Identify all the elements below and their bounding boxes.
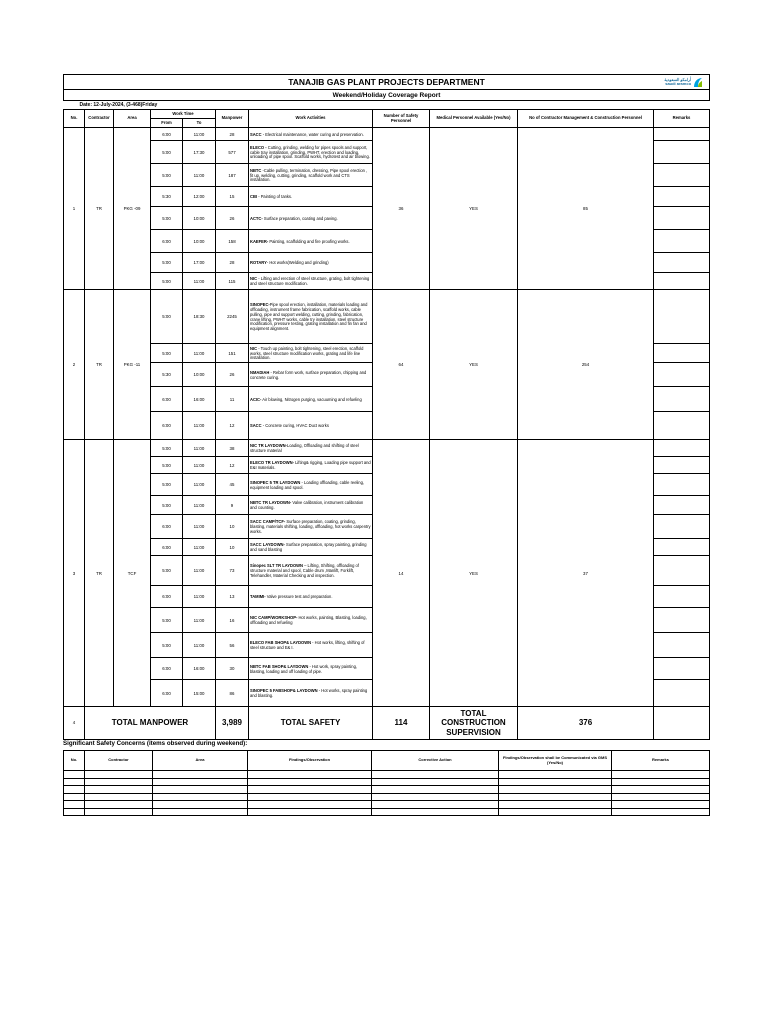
activity-description: - Hot works, spray painting and blasting. (250, 688, 368, 698)
contractor-name: NBTC FAB SHOP& LAYDOWN (250, 663, 309, 669)
activity-description: - Hot works(Welding and grinding) (266, 260, 329, 265)
time-to: 11:00 (183, 608, 216, 633)
col-no: No. (64, 110, 85, 128)
time-from: 6:00 (151, 586, 183, 608)
col-manpower: Manpower (216, 110, 249, 128)
work-activity (249, 363, 373, 387)
work-activity (249, 141, 373, 164)
manpower-value: 12 (216, 457, 249, 474)
col-area: Area (114, 110, 151, 128)
time-to: 17:30 (183, 141, 216, 164)
contractor-name: SINOPEC- (250, 301, 270, 307)
concern-col-area: Area (153, 751, 248, 771)
time-from: 6:00 (151, 128, 183, 141)
contractor-name: NIC CAMP/WORKSHOP- (250, 615, 298, 621)
manpower-value: 38 (216, 440, 249, 457)
concern-col-remarks: Remarks (612, 751, 710, 771)
contractor-name: ELECO - (250, 144, 267, 150)
work-activity (249, 412, 373, 440)
concern-cell (612, 793, 710, 801)
contractor-name: ACIC- (250, 396, 262, 402)
activity-row (64, 290, 710, 344)
group-contractor: TR (85, 128, 114, 290)
safety-concerns-table (63, 750, 710, 816)
time-from: 6:00 (151, 230, 183, 253)
concern-cell (64, 771, 85, 779)
contractor-name: Sinopec SLT TR LAYDOWN (250, 563, 303, 569)
concern-cell (85, 808, 153, 816)
activity-row (64, 440, 710, 457)
activity-description: Air blowing, Nitrogen purging, vacuuming and refueling (261, 396, 362, 402)
concern-cell (612, 801, 710, 809)
col-work-time: Work Time (151, 110, 216, 119)
concern-cell (153, 778, 248, 786)
work-activity (249, 586, 373, 608)
concerns-body (64, 771, 710, 816)
concern-cell (248, 808, 372, 816)
col-medical-personnel: Medical Personnel Available (Yes/No) (430, 110, 518, 128)
row-remarks (654, 290, 710, 344)
time-to: 16:00 (183, 658, 216, 680)
concern-col-findings: Findings/Observation (248, 751, 372, 771)
contractor-name: NBTC (250, 167, 262, 173)
concern-cell (372, 778, 499, 786)
report-title: TANAJIB GAS PLANT PROJECTS DEPARTMENT (288, 77, 485, 87)
concern-cell (153, 771, 248, 779)
total-manpower-value: 3,989 (216, 707, 249, 740)
row-remarks (654, 387, 710, 412)
work-activity (249, 230, 373, 253)
activity-description: - Lifting and erection of steel structure, grating, bolt tightening and steel structure modification. (250, 276, 370, 286)
row-remarks (654, 128, 710, 141)
row-remarks (654, 556, 710, 586)
concern-row (64, 786, 710, 794)
concern-cell (499, 778, 612, 786)
concern-cell (153, 786, 248, 794)
time-from: 5:30 (151, 363, 183, 387)
time-from: 5:00 (151, 164, 183, 187)
time-from: 6:00 (151, 658, 183, 680)
contractor-name: ELECO FAB SHOP& LAYDOWN (250, 640, 312, 646)
time-to: 11:00 (183, 496, 216, 515)
time-from: 6:00 (151, 412, 183, 440)
time-from: 5:00 (151, 474, 183, 496)
concern-cell (372, 801, 499, 809)
activity-description: Surface preparation, coating and paving. (262, 215, 338, 221)
row-remarks (654, 141, 710, 164)
manpower-value: 12 (216, 412, 249, 440)
manpower-value: 2245 (216, 290, 249, 344)
total-manpower-label: TOTAL MANPOWER (85, 707, 216, 740)
time-to: 15:00 (183, 680, 216, 707)
manpower-value: 11 (216, 387, 249, 412)
activity-description: – Lifting, Shifting, offloading of structure material and spool, Cable drum ,Manlift, Forklift, Telehandler, Material Checking and inspection. (250, 563, 359, 578)
report-title-cell (64, 75, 710, 90)
row-remarks (654, 412, 710, 440)
work-activity (249, 633, 373, 658)
col-management-personnel: No of Contractor Management & Construction Personnel (518, 110, 654, 128)
group-area: TCF (114, 440, 151, 707)
row-remarks (654, 363, 710, 387)
time-to: 11:00 (183, 633, 216, 658)
contractor-name: SINOPEC 5 FABSHOP& LAYDOWN (250, 688, 318, 694)
col-contractor: Contractor (85, 110, 114, 128)
contractor-name: KAEFER- (250, 238, 269, 244)
contractor-name: NIC (250, 345, 258, 351)
concern-cell (153, 793, 248, 801)
manpower-value: 26 (216, 363, 249, 387)
time-to: 11:00 (183, 412, 216, 440)
manpower-value: 187 (216, 164, 249, 187)
row-remarks (654, 539, 710, 556)
group-contractor: TR (85, 290, 114, 440)
time-to: 11:00 (183, 474, 216, 496)
time-to: 12:00 (183, 187, 216, 207)
totals-no: 4 (64, 707, 85, 740)
concern-cell (85, 793, 153, 801)
activity-description: - Hot work, spray painting, blasting, loading and off loading of pipe. (250, 663, 358, 674)
time-to: 17:00 (183, 253, 216, 273)
activity-description: Lifting& rigging, Loading pipe support and E&I materials. (250, 460, 371, 470)
work-activity (249, 539, 373, 556)
concern-col-no: No. (64, 751, 85, 771)
activity-description: - Touch up painting, bolt tightening, steel erection, scaffold works, steel structure modification works, grating and life line installation. (250, 345, 364, 361)
group-medical: YES (430, 290, 518, 440)
contractor-name: TAMIMI- (250, 594, 266, 599)
total-supervision-label: TOTAL CONSTRUCTION SUPERVISION (430, 707, 518, 740)
concern-cell (64, 778, 85, 786)
time-from: 5:00 (151, 496, 183, 515)
time-from: 5:00 (151, 141, 183, 164)
time-from: 5:00 (151, 633, 183, 658)
concern-cell (612, 771, 710, 779)
group-management: 37 (518, 440, 654, 707)
time-to: 10:00 (183, 363, 216, 387)
time-to: 10:00 (183, 207, 216, 230)
contractor-name: SINOPEC 5 TR LAYDOWN (250, 479, 301, 485)
manpower-value: 158 (216, 230, 249, 253)
row-remarks (654, 187, 710, 207)
concern-cell (64, 801, 85, 809)
activity-description: Valve pressure test and preparation. (265, 594, 333, 599)
activity-description: Surface preparation, coating, grinding, blasting, materials shifting, loading, offloading, hot works carpentry works. (250, 519, 371, 534)
work-activity (249, 344, 373, 363)
time-to: 11:00 (183, 457, 216, 474)
activity-description: Loading, Offloading and shifting of steel structure material (250, 443, 359, 453)
concern-cell (499, 793, 612, 801)
row-remarks (654, 440, 710, 457)
time-from: 6:00 (151, 539, 183, 556)
manpower-value: 577 (216, 141, 249, 164)
concern-cell (612, 808, 710, 816)
time-to: 11:00 (183, 273, 216, 290)
manpower-value: 115 (216, 273, 249, 290)
contractor-name: NIC TR LAYDOWN- (250, 443, 287, 449)
manpower-value: 26 (216, 207, 249, 230)
manpower-value: 28 (216, 128, 249, 141)
concern-cell (248, 793, 372, 801)
activity-description: - Loading offloading, cable reeling, equipment loading and spool. (250, 479, 364, 490)
time-from: 5:30 (151, 187, 183, 207)
concern-cell (85, 801, 153, 809)
group-area: PKG -11 (114, 290, 151, 440)
concern-row (64, 801, 710, 809)
concern-cell (248, 786, 372, 794)
activity-description: Cutting, grinding, welding for pipes spools and support, cable tray installation, grinding, PWHT, erection and loading, unloading of pipe spool. Scaffold works, hydrotest and air blowing. (250, 144, 370, 160)
contractor-name: ACTC- (250, 215, 263, 221)
concern-cell (85, 778, 153, 786)
work-activity (249, 680, 373, 707)
activity-description: - Painting of tanks. (257, 194, 293, 199)
contractor-name: ELECO TR LAYDOWN- (250, 460, 294, 466)
concern-cell (85, 771, 153, 779)
time-to: 11:00 (183, 128, 216, 141)
totals-remarks (654, 707, 710, 740)
group-safety: 36 (373, 128, 430, 290)
concern-cell (248, 801, 372, 809)
work-activity (249, 187, 373, 207)
concern-cell (499, 771, 612, 779)
contractor-name: NIC (250, 276, 258, 282)
col-to: To (183, 119, 216, 128)
group-no: 2 (64, 290, 85, 440)
row-remarks (654, 207, 710, 230)
time-to: 16:00 (183, 387, 216, 412)
total-safety-label: TOTAL SAFETY (249, 707, 373, 740)
group-medical: YES (430, 128, 518, 290)
work-activity (249, 273, 373, 290)
manpower-value: 16 (216, 608, 249, 633)
concern-cell (64, 786, 85, 794)
time-from: 5:00 (151, 457, 183, 474)
report-date: Date: 12-July-2024, (3-468)Friday (79, 102, 158, 108)
work-activity (249, 658, 373, 680)
time-to: 10:00 (183, 230, 216, 253)
activity-description: Pipe spool erection, installation, materials loading and offloading, instrument frame fabrication, scaffold works, cable pulling, pipe and support welding, cutting, grinding, fabrication, crane lifting, PWHT works, cable try installation, steel structure modification, pressure testing, grating installation and fin fan and equipment alignment. (250, 301, 368, 332)
time-to: 11:00 (183, 515, 216, 539)
group-no: 1 (64, 128, 85, 290)
manpower-value: 10 (216, 539, 249, 556)
time-from: 5:00 (151, 207, 183, 230)
col-work-activities: Work Activities (249, 110, 373, 128)
activity-description: -Cable pulling, termination, dressing, Pipe spool erection , fit up, welding, cutting, grinding, scaffold work and CTS installation. (250, 167, 368, 183)
concern-row (64, 771, 710, 779)
activity-description: - Hot works, lifting, shifting of steel structure and E& I. (250, 640, 365, 650)
concern-col-gms: Findings/Observation shall be Communicated via GMS (Yes/No) (499, 751, 612, 771)
time-to: 11:00 (183, 556, 216, 586)
row-remarks (654, 496, 710, 515)
manpower-value: 86 (216, 680, 249, 707)
activity-description: - Rebar form work, surface preparation, chipping and concrete curing. (250, 369, 367, 380)
report-sheet (63, 74, 709, 816)
time-from: 5:00 (151, 290, 183, 344)
time-to: 11:00 (183, 440, 216, 457)
time-from: 5:00 (151, 556, 183, 586)
contractor-name: SACC (250, 131, 262, 137)
work-activity (249, 474, 373, 496)
row-remarks (654, 457, 710, 474)
activity-description: Hot works, painting, Blasting, loading, offloading and refueling (250, 615, 367, 625)
concern-cell (372, 786, 499, 794)
group-medical: YES (430, 440, 518, 707)
activity-description: - Electrical maintenance, water curing and preservation. (261, 131, 364, 137)
manpower-value: 28 (216, 253, 249, 273)
activity-description: Valve calibration, instrument calibration and counting. (250, 500, 364, 510)
row-remarks (654, 230, 710, 253)
contractor-name: SACC (250, 423, 262, 428)
time-to: 11:00 (183, 586, 216, 608)
manpower-value: 56 (216, 633, 249, 658)
work-activity (249, 387, 373, 412)
time-to: 11:00 (183, 164, 216, 187)
group-management: 254 (518, 290, 654, 440)
safety-concerns-heading: Significant Safety Concerns (items observed during weekend): (63, 740, 248, 747)
concern-cell (612, 778, 710, 786)
concern-cell (64, 808, 85, 816)
concern-cell (248, 771, 372, 779)
contractor-name: CBI (250, 194, 258, 199)
concern-cell (153, 801, 248, 809)
group-safety: 64 (373, 290, 430, 440)
concern-cell (499, 808, 612, 816)
manpower-value: 30 (216, 658, 249, 680)
manpower-value: 73 (216, 556, 249, 586)
total-supervision-value: 376 (518, 707, 654, 740)
concern-cell (372, 793, 499, 801)
time-to: 11:00 (183, 344, 216, 363)
time-from: 6:00 (151, 680, 183, 707)
concern-cell (64, 793, 85, 801)
manpower-value: 151 (216, 344, 249, 363)
concern-cell (372, 771, 499, 779)
work-activity (249, 457, 373, 474)
saudi-aramco-logo-icon: أرامكو السعودية saudi aramco (655, 77, 703, 89)
concern-cell (612, 786, 710, 794)
activities-body (64, 128, 710, 707)
col-remarks: Remarks (654, 110, 710, 128)
concern-col-contractor: Contractor (85, 751, 153, 771)
work-activity (249, 207, 373, 230)
work-activity (249, 608, 373, 633)
concern-cell (85, 786, 153, 794)
work-activity (249, 515, 373, 539)
total-safety-value: 114 (373, 707, 430, 740)
report-subtitle: Weekend/Holiday Coverage Report (64, 90, 710, 101)
row-remarks (654, 253, 710, 273)
work-activity (249, 556, 373, 586)
work-activity (249, 253, 373, 273)
group-contractor: TR (85, 440, 114, 707)
time-to: 11:00 (183, 539, 216, 556)
manpower-value: 15 (216, 187, 249, 207)
row-remarks (654, 586, 710, 608)
row-remarks (654, 474, 710, 496)
concern-cell (499, 801, 612, 809)
activity-row (64, 128, 710, 141)
group-management: 85 (518, 128, 654, 290)
row-remarks (654, 273, 710, 290)
group-no: 3 (64, 440, 85, 707)
concern-cell (248, 778, 372, 786)
activity-description: Painting, scaffolding and fire proofing works. (268, 238, 350, 244)
manpower-value: 10 (216, 515, 249, 539)
row-remarks (654, 658, 710, 680)
totals-row (64, 707, 710, 740)
manpower-value: 13 (216, 586, 249, 608)
contractor-name: SACC CAMP/TCF- (250, 519, 286, 525)
col-safety-personnel: Number of Safety Personnel (373, 110, 430, 128)
time-from: 5:00 (151, 440, 183, 457)
activity-description: Surface preparation, spray painting, grinding and sand blasting (250, 542, 367, 552)
row-remarks (654, 344, 710, 363)
activity-description: - Concrete curing, HVAC Duct works (261, 423, 329, 428)
time-to: 18:30 (183, 290, 216, 344)
concern-cell (153, 808, 248, 816)
time-from: 6:00 (151, 387, 183, 412)
time-from: 5:00 (151, 608, 183, 633)
row-remarks (654, 608, 710, 633)
coverage-table (63, 74, 710, 740)
contractor-name: NMADIAH (250, 369, 270, 375)
row-remarks (654, 633, 710, 658)
row-remarks (654, 680, 710, 707)
work-activity (249, 164, 373, 187)
work-activity (249, 128, 373, 141)
concern-row (64, 778, 710, 786)
row-remarks (654, 164, 710, 187)
time-from: 5:00 (151, 253, 183, 273)
time-from: 6:00 (151, 515, 183, 539)
row-remarks (654, 515, 710, 539)
group-safety: 14 (373, 440, 430, 707)
time-from: 5:00 (151, 273, 183, 290)
work-activity (249, 290, 373, 344)
concern-col-corrective: Corrective Action (372, 751, 499, 771)
group-area: PKG -09 (114, 128, 151, 290)
manpower-value: 45 (216, 474, 249, 496)
concern-cell (372, 808, 499, 816)
contractor-name: ROTARY (250, 260, 267, 265)
contractor-name: SACC LAYDOWN- (250, 542, 285, 548)
concern-row (64, 793, 710, 801)
concern-row (64, 808, 710, 816)
manpower-value: 9 (216, 496, 249, 515)
work-activity (249, 496, 373, 515)
col-from: From (151, 119, 183, 128)
concern-cell (499, 786, 612, 794)
work-activity (249, 440, 373, 457)
time-from: 5:00 (151, 344, 183, 363)
contractor-name: NBTC TR LAYDOWN- (250, 500, 292, 506)
